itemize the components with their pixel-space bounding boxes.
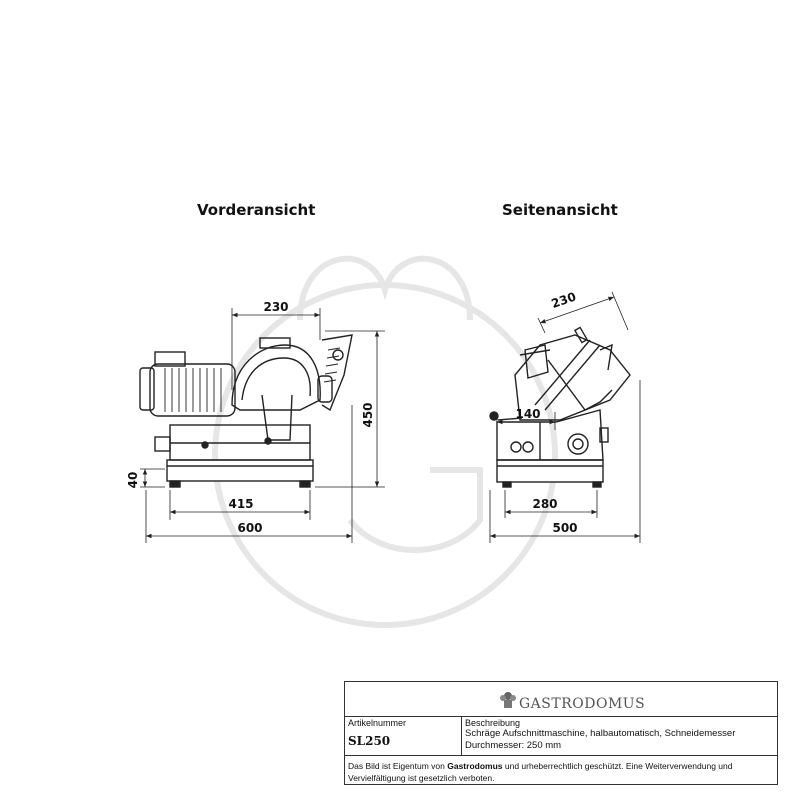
brand-name: GASTRODOMUS [519, 696, 646, 712]
chef-hat-icon [497, 690, 519, 712]
description-cell [462, 717, 777, 755]
description-text: Schräge Aufschnittmaschine, halbautomatisch, Schneidemesser Durchmesser: 250 mm [465, 728, 736, 751]
dim-front-top-width: 230 [263, 300, 289, 314]
info-box [344, 681, 778, 785]
notice-suffix: und urheberrechtlich geschützt. Eine Weiterverwendung und Vervielfältigung ist gesetzlich verboten. [348, 761, 733, 783]
description-label: Beschreibung [465, 718, 521, 728]
front-view-title: Vorderansicht [197, 201, 316, 219]
dim-front-feet-span: 415 [228, 497, 254, 511]
dim-side-feet-span: 280 [532, 497, 558, 511]
dim-side-total-depth: 500 [552, 521, 578, 535]
article-number: SL250 [348, 734, 391, 748]
info-details-row [345, 717, 777, 756]
side-view-title: Seitenansicht [502, 201, 618, 219]
brand-row [345, 682, 777, 717]
brand-logo [497, 690, 645, 712]
dim-front-total-width: 600 [237, 521, 263, 535]
dim-front-base-height: 40 [126, 471, 140, 489]
notice-prefix: Das Bild ist Eigentum von [348, 761, 445, 771]
copyright-notice [345, 756, 777, 784]
dim-side-offset: 140 [515, 407, 541, 421]
dim-front-height: 450 [361, 402, 375, 428]
notice-brand: Gastrodomus [447, 761, 503, 771]
dim-side-top-width: 230 [549, 289, 578, 311]
article-label: Artikelnummer [348, 718, 407, 728]
article-cell [345, 717, 462, 755]
side-view-machine [490, 327, 630, 487]
